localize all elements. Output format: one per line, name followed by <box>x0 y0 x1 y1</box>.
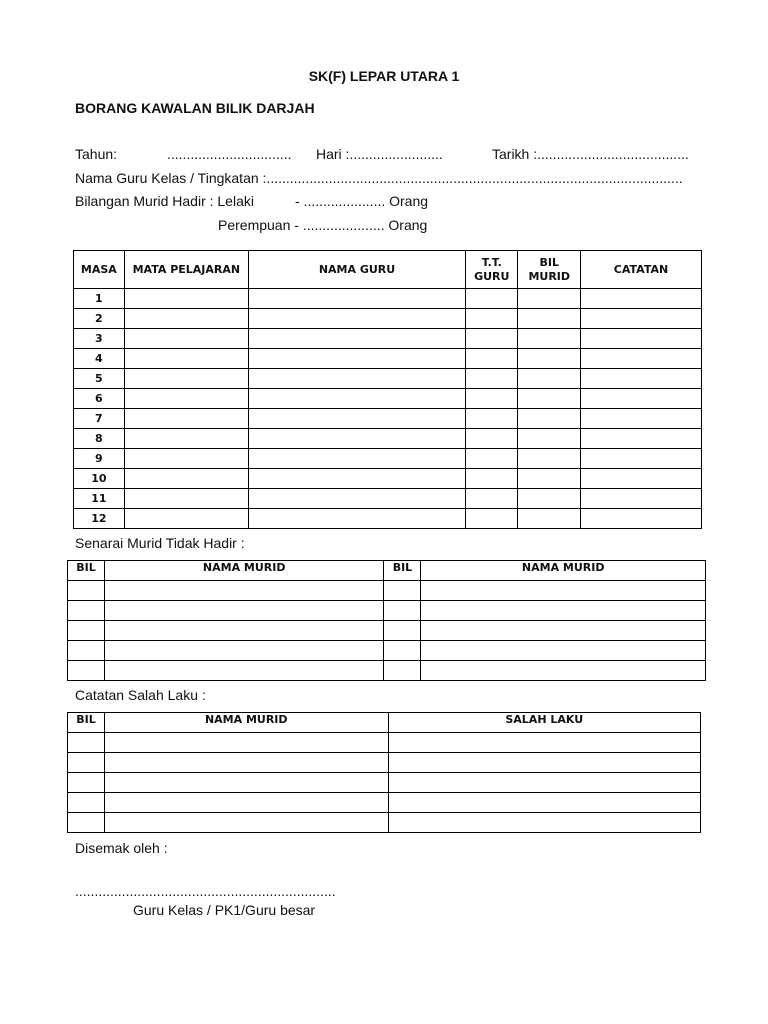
nama-guru-cell[interactable] <box>248 309 465 329</box>
col-mata-pelajaran: MATA PELAJARAN <box>124 251 248 289</box>
masa-cell: 12 <box>74 509 125 529</box>
bil-murid-cell[interactable] <box>518 449 581 469</box>
nama-murid-cell[interactable] <box>104 581 384 601</box>
bil-cell[interactable] <box>68 581 105 601</box>
mata-pelajaran-cell[interactable] <box>124 369 248 389</box>
tt-guru-cell[interactable] <box>466 289 518 309</box>
bil-murid-cell[interactable] <box>518 289 581 309</box>
nama-guru-cell[interactable] <box>248 369 465 389</box>
mata-pelajaran-cell[interactable] <box>124 309 248 329</box>
col-nama-murid: NAMA MURID <box>104 713 388 733</box>
bil-cell[interactable] <box>384 601 421 621</box>
nama-guru-cell[interactable] <box>248 429 465 449</box>
salah-laku-cell[interactable] <box>388 753 701 773</box>
nama-guru-field[interactable]: Nama Guru Kelas / Tingkatan :........................................................................................................... <box>75 170 683 186</box>
nama-murid-cell[interactable] <box>104 641 384 661</box>
nama-murid-cell[interactable] <box>421 581 706 601</box>
mata-pelajaran-cell[interactable] <box>124 509 248 529</box>
col-nama-guru: NAMA GURU <box>248 251 465 289</box>
col-catatan: CATATAN <box>581 251 702 289</box>
tt-guru-cell[interactable] <box>466 429 518 449</box>
mata-pelajaran-cell[interactable] <box>124 349 248 369</box>
tt-guru-cell[interactable] <box>466 509 518 529</box>
tt-guru-cell[interactable] <box>466 469 518 489</box>
schedule-row <box>74 289 702 309</box>
nama-guru-cell[interactable] <box>248 389 465 409</box>
nama-guru-cell[interactable] <box>248 289 465 309</box>
nama-guru-cell[interactable] <box>248 449 465 469</box>
catatan-cell[interactable] <box>581 349 702 369</box>
catatan-cell[interactable] <box>581 409 702 429</box>
tt-guru-cell[interactable] <box>466 449 518 469</box>
misconduct-rows <box>68 733 701 833</box>
nama-murid-cell[interactable] <box>421 601 706 621</box>
bil-murid-cell[interactable] <box>518 469 581 489</box>
masa-cell: 4 <box>74 349 125 369</box>
catatan-cell[interactable] <box>581 509 702 529</box>
schedule-row <box>74 309 702 329</box>
bil-cell[interactable] <box>384 641 421 661</box>
masa-cell: 7 <box>74 409 125 429</box>
masa-cell: 3 <box>74 329 125 349</box>
schedule-table <box>73 250 702 529</box>
nama-guru-cell[interactable] <box>248 349 465 369</box>
nama-guru-cell[interactable] <box>248 489 465 509</box>
nama-murid-cell[interactable] <box>104 773 388 793</box>
schedule-row <box>74 409 702 429</box>
absent-row <box>68 601 706 621</box>
bil-murid-cell[interactable] <box>518 349 581 369</box>
schedule-row <box>74 509 702 529</box>
absent-label: Senarai Murid Tidak Hadir : <box>75 535 245 551</box>
form-title: BORANG KAWALAN BILIK DARJAH <box>75 100 315 116</box>
catatan-cell[interactable] <box>581 489 702 509</box>
nama-guru-cell[interactable] <box>248 329 465 349</box>
bil-cell[interactable] <box>384 661 421 681</box>
misconduct-label: Catatan Salah Laku : <box>75 687 206 703</box>
catatan-cell[interactable] <box>581 309 702 329</box>
schedule-row <box>74 329 702 349</box>
nama-guru-cell[interactable] <box>248 469 465 489</box>
catatan-cell[interactable] <box>581 369 702 389</box>
catatan-cell[interactable] <box>581 329 702 349</box>
schedule-row <box>74 489 702 509</box>
bil-murid-cell[interactable] <box>518 389 581 409</box>
schedule-row <box>74 389 702 409</box>
nama-murid-cell[interactable] <box>104 661 384 681</box>
signoff-role: Guru Kelas / PK1/Guru besar <box>133 902 316 918</box>
schedule-rows <box>74 289 702 529</box>
tt-guru-cell[interactable] <box>466 329 518 349</box>
school-title: SK(F) LEPAR UTARA 1 <box>308 68 460 84</box>
tt-guru-cell[interactable] <box>466 389 518 409</box>
salah-laku-cell[interactable] <box>388 733 701 753</box>
bil-cell[interactable] <box>68 641 105 661</box>
col-bil: BIL <box>384 561 421 581</box>
col-bil: BIL <box>68 561 105 581</box>
nama-murid-cell[interactable] <box>104 813 388 833</box>
perempuan-field[interactable]: Perempuan - ..................... Orang <box>218 217 428 233</box>
hari-field[interactable]: Hari :........................ <box>316 146 443 162</box>
col-bil: BIL <box>68 713 105 733</box>
absent-row <box>68 581 706 601</box>
nama-murid-cell[interactable] <box>104 793 388 813</box>
mata-pelajaran-cell[interactable] <box>124 429 248 449</box>
nama-murid-cell[interactable] <box>104 753 388 773</box>
bil-cell[interactable] <box>68 813 105 833</box>
col-bil-murid: BIL MURID <box>518 251 581 289</box>
signoff-label: Disemak oleh : <box>75 840 168 856</box>
col-masa: MASA <box>74 251 125 289</box>
masa-cell: 10 <box>74 469 125 489</box>
schedule-row <box>74 369 702 389</box>
tt-guru-cell[interactable] <box>466 369 518 389</box>
tt-guru-cell[interactable] <box>466 409 518 429</box>
nama-murid-cell[interactable] <box>104 733 388 753</box>
bil-cell[interactable] <box>68 661 105 681</box>
col-nama-murid: NAMA MURID <box>421 561 706 581</box>
absent-table <box>67 560 706 681</box>
tt-guru-cell[interactable] <box>466 349 518 369</box>
bilangan-label: Bilangan Murid Hadir : Lelaki <box>75 193 254 209</box>
tarikh-field[interactable]: Tarikh :....................................... <box>492 146 689 162</box>
masa-cell: 11 <box>74 489 125 509</box>
misconduct-row <box>68 793 701 813</box>
bil-murid-cell[interactable] <box>518 369 581 389</box>
schedule-row <box>74 469 702 489</box>
absent-row <box>68 661 706 681</box>
nama-murid-cell[interactable] <box>421 661 706 681</box>
bil-murid-cell[interactable] <box>518 329 581 349</box>
bil-murid-cell[interactable] <box>518 509 581 529</box>
bil-murid-cell[interactable] <box>518 309 581 329</box>
nama-murid-cell[interactable] <box>104 621 384 641</box>
misconduct-row <box>68 733 701 753</box>
tahun-label: Tahun: <box>75 146 118 162</box>
catatan-cell[interactable] <box>581 289 702 309</box>
masa-cell: 6 <box>74 389 125 409</box>
catatan-cell[interactable] <box>581 389 702 409</box>
tt-guru-cell[interactable] <box>466 309 518 329</box>
salah-laku-cell[interactable] <box>388 793 701 813</box>
catatan-cell[interactable] <box>581 449 702 469</box>
absent-row <box>68 641 706 661</box>
mata-pelajaran-cell[interactable] <box>124 389 248 409</box>
mata-pelajaran-cell[interactable] <box>124 489 248 509</box>
misconduct-table <box>67 712 701 833</box>
bil-cell[interactable] <box>68 601 105 621</box>
bil-cell[interactable] <box>68 793 105 813</box>
lelaki-field[interactable]: - ..................... Orang <box>295 193 429 209</box>
col-salah-laku: SALAH LAKU <box>388 713 701 733</box>
masa-cell: 8 <box>74 429 125 449</box>
bil-cell[interactable] <box>384 581 421 601</box>
masa-cell: 2 <box>74 309 125 329</box>
bil-murid-cell[interactable] <box>518 489 581 509</box>
signature-line[interactable]: ................................................................... <box>75 883 336 899</box>
misconduct-row <box>68 773 701 793</box>
bil-cell[interactable] <box>68 773 105 793</box>
bil-cell[interactable] <box>68 753 105 773</box>
absent-rows <box>68 581 706 681</box>
masa-cell: 9 <box>74 449 125 469</box>
col-nama-murid: NAMA MURID <box>104 561 384 581</box>
nama-murid-cell[interactable] <box>104 601 384 621</box>
bil-murid-cell[interactable] <box>518 429 581 449</box>
mata-pelajaran-cell[interactable] <box>124 289 248 309</box>
schedule-row <box>74 349 702 369</box>
col-tt-guru: T.T. GURU <box>466 251 518 289</box>
misconduct-row <box>68 753 701 773</box>
misconduct-row <box>68 813 701 833</box>
tahun-field[interactable]: ................................ <box>167 146 292 162</box>
salah-laku-cell[interactable] <box>388 813 701 833</box>
mata-pelajaran-cell[interactable] <box>124 469 248 489</box>
nama-guru-cell[interactable] <box>248 509 465 529</box>
catatan-cell[interactable] <box>581 429 702 449</box>
bil-murid-cell[interactable] <box>518 409 581 429</box>
schedule-row <box>74 449 702 469</box>
tt-guru-cell[interactable] <box>466 489 518 509</box>
masa-cell: 5 <box>74 369 125 389</box>
bil-cell[interactable] <box>68 621 105 641</box>
absent-row <box>68 621 706 641</box>
schedule-row <box>74 429 702 449</box>
catatan-cell[interactable] <box>581 469 702 489</box>
nama-murid-cell[interactable] <box>421 621 706 641</box>
nama-murid-cell[interactable] <box>421 641 706 661</box>
mata-pelajaran-cell[interactable] <box>124 409 248 429</box>
salah-laku-cell[interactable] <box>388 773 701 793</box>
nama-guru-cell[interactable] <box>248 409 465 429</box>
mata-pelajaran-cell[interactable] <box>124 329 248 349</box>
mata-pelajaran-cell[interactable] <box>124 449 248 469</box>
bil-cell[interactable] <box>384 621 421 641</box>
bil-cell[interactable] <box>68 733 105 753</box>
masa-cell: 1 <box>74 289 125 309</box>
